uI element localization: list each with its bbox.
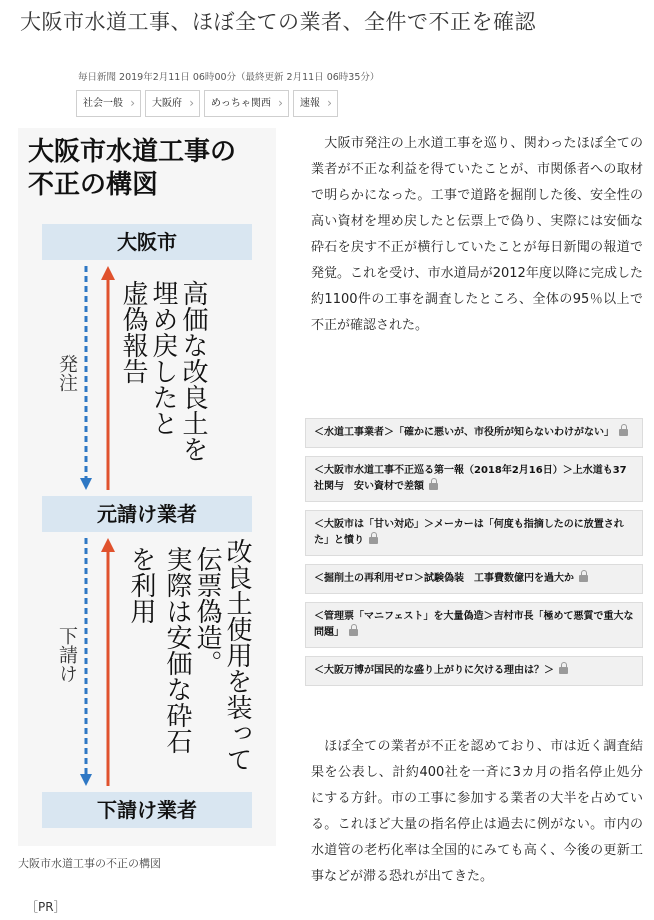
- box-subcontractor: 下請け業者: [42, 792, 252, 828]
- related-article-title: ＜大阪万博が国民的な盛り上がりに欠ける理由は？＞: [314, 665, 554, 676]
- lock-icon: [579, 575, 588, 582]
- tag-label: めっちゃ関西: [211, 98, 271, 109]
- related-article-title: ＜大阪市水道工事不正巡る第一報（2018年2月16日）＞上水道も37社関与 安い資材で差額: [314, 465, 627, 492]
- fraud-structure-figure[interactable]: [18, 128, 276, 846]
- related-article-link[interactable]: [305, 656, 643, 686]
- note-top-col2: 埋め戻したと: [148, 280, 178, 436]
- note-top-col3: 虚偽報告: [118, 280, 148, 384]
- chevron-right-icon: ›: [278, 96, 283, 110]
- related-articles: [305, 418, 643, 694]
- subcontract-arrowhead: [80, 774, 92, 786]
- figure-caption: 大阪市水道工事の不正の構図: [18, 857, 161, 870]
- figure-title-line2: 不正の構図: [28, 170, 159, 200]
- tag-list: [76, 90, 338, 117]
- pr-label: ［PR］: [26, 900, 66, 914]
- note-bottom-col1: 改良土使用を装って: [222, 538, 252, 772]
- tag-society[interactable]: [76, 90, 141, 117]
- box-osaka-city: 大阪市: [42, 224, 252, 260]
- chevron-right-icon: ›: [189, 96, 194, 110]
- tag-label: 速報: [299, 98, 320, 109]
- article-paragraph-2: ほぼ全ての業者が不正を認めており、市は近く調査結果を公表し、計約400社を一斉に3カ月の指名停止処分にする方針。市の工事に参加する業者の大半を占めている。これほど大量の指名停止は過去に例がない。市内の水道管の老朽化率は全国的にみても高く、今後の更新工事などが滞る恐れが出てきた。: [311, 739, 643, 884]
- note-bottom-col4: を利用: [126, 546, 156, 624]
- tag-label: 社会一般: [83, 98, 123, 109]
- order-arrowhead: [80, 478, 92, 490]
- label-order: 発注: [56, 354, 78, 392]
- tag-kansai[interactable]: [204, 90, 289, 117]
- related-article-link[interactable]: [305, 418, 643, 448]
- lock-icon: [349, 629, 358, 636]
- report-arrowhead: [101, 266, 115, 280]
- lock-icon: [369, 537, 378, 544]
- related-article-title: ＜管理票「マニフェスト」を大量偽造＞吉村市長「極めて悪質で重大な問題」: [314, 611, 634, 638]
- tag-osaka[interactable]: [145, 90, 200, 117]
- label-subcontract: 下請け: [56, 626, 78, 683]
- related-article-link[interactable]: [305, 510, 643, 556]
- related-article-title: ＜大阪市は「甘い対応」＞メーカーは「何度も指摘したのに放置された」と憤り: [314, 519, 624, 546]
- forgery-arrowhead: [101, 538, 115, 552]
- chevron-right-icon: ›: [130, 96, 135, 110]
- note-bottom-col3: 実際は安価な砕石: [162, 546, 192, 754]
- note-bottom-col2: 伝票偽造。: [192, 546, 222, 676]
- related-article-title: ＜掘削土の再利用ゼロ＞試験偽装 工事費数億円を過大か: [314, 573, 574, 584]
- related-article-link[interactable]: [305, 564, 643, 594]
- lock-icon: [619, 429, 628, 436]
- figure-title-line1: 大阪市水道工事の: [28, 137, 237, 167]
- lock-icon: [429, 483, 438, 490]
- article-title: 大阪市水道工事、ほぼ全ての業者、全件で不正を確認: [20, 10, 536, 34]
- chevron-right-icon: ›: [327, 96, 332, 110]
- lock-icon: [559, 667, 568, 674]
- tag-label: 大阪府: [152, 98, 182, 109]
- article-paragraph-1: 大阪市発注の上水道工事を巡り、関わったほぼ全ての業者が不正な利益を得ていたことが、市関係者への取材で明らかになった。工事で道路を掘削した後、安全性の高い資材を埋め戻したと伝票上で偽り、実際には安価な砕石を戻す不正が横行していたことが毎日新聞の報道で発覚。これを受け、市水道局が2012年度以降に完成した約1100件の工事を調査したところ、全体の95％以上で不正が確認された。: [311, 136, 643, 333]
- note-top-col1: 高価な改良土を: [178, 280, 208, 462]
- tag-breaking[interactable]: [293, 90, 338, 117]
- related-article-link[interactable]: [305, 602, 643, 648]
- box-prime-contractor: 元請け業者: [42, 496, 252, 532]
- related-article-link[interactable]: [305, 456, 643, 502]
- article-meta: 毎日新聞 2019年2月11日 06時00分（最終更新 2月11日 06時35分）: [78, 72, 380, 83]
- related-article-title: ＜水道工事業者＞「確かに悪いが、市役所が知らないわけがない」: [314, 427, 614, 438]
